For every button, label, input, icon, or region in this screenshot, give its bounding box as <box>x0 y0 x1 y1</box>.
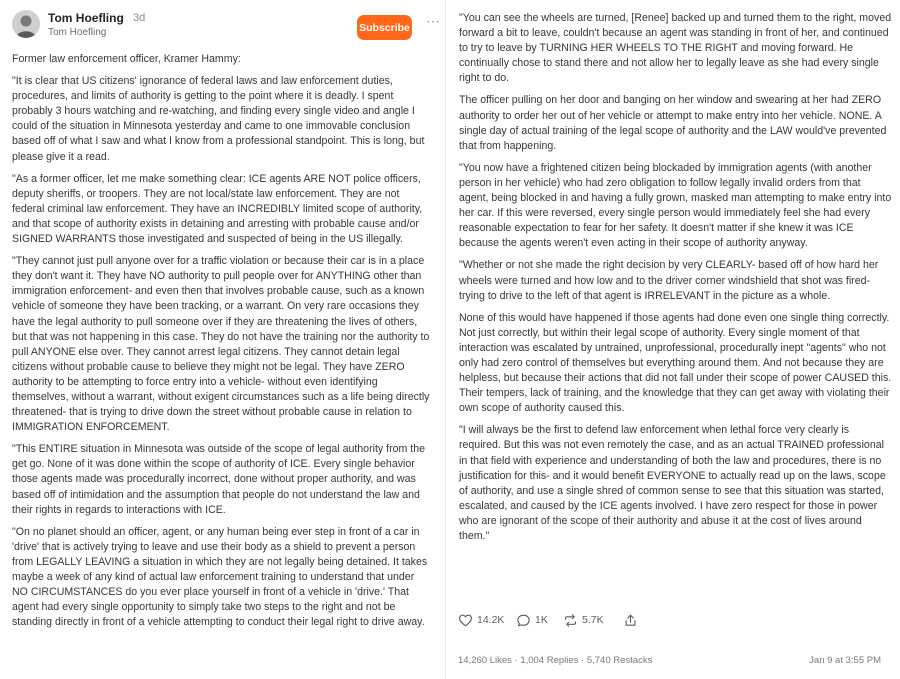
right-column <box>448 0 900 679</box>
author-name[interactable]: Tom Hoefling <box>48 11 124 25</box>
post-paragraph: "I will always be the first to defend law enforcement when lethal force very clearly is required. But this was not even remotely the case, and as an actual TRAINED professional in that field with experience and understanding of both the law and procedures, there is no justification for this- and it would benefit EVERYONE to actually read up on the laws, scope of authority, and use a single shred of common sense to see that this situation was started, escalated, and caused by the ICE agents involved. I have zero respect for those in power who are ignorant of the scope of their authority and abuse it at the cost of lives around them." <box>459 424 886 542</box>
post-time[interactable]: 3d <box>133 12 146 24</box>
post-paragraph: The officer pulling on her door and banging on her window and swearing at her had ZERO authority to order her out of her vehicle or attempt to make entry into her vehicle. NONE. A single day of actual training of the legal scope of authority and the LAW would've prevented that from happening. <box>459 94 887 152</box>
engagement-stats[interactable]: 14,260 Likes · 1,004 Replies · 5,740 Restacks <box>458 655 653 666</box>
post-paragraph: "On no planet should an officer, agent, or any human being ever step in front of a car in 'drive' that is actively trying to leave and use their body as a shield to prevent a person from LEGALLY LEAVING a situation in which they are not legally being detained. It takes maybe a week of any kind of actual law enforcement training to understand that under NO CIRCUMSTANCES do you ever place yourself in front of a vehicle in 'drive.' That agent had every single opportunity to simply take two steps to the right and not be standing directly in front of a vehicle attempting to conduct their legal right to drive away. <box>12 525 428 629</box>
post-paragraph: "You now have a frightened citizen being blockaded by immigration agents (with another person in her vehicle) who had zero obligation to follow legally invalid orders from that agent, being blocked in and having a fully grown, masked man attempting to make entry into her car. If this were reversed, every single person would immediately feel she had every reasonable expectation to fear for her safety. It doesn't matter if she knew it was ICE because the agents weren't even acting in their scope of authority anyway. <box>459 161 892 250</box>
comment-count: 1K <box>535 614 548 626</box>
post-body-left <box>12 52 433 637</box>
share-button[interactable] <box>623 610 638 630</box>
more-options-icon[interactable]: ⋯ <box>426 13 441 29</box>
comment-icon <box>516 613 531 628</box>
post-paragraph: None of this would have happened if those agents had done even one single thing correctly. Not just correctly, but within their legal scope of authority. Every single moment of that interaction was escalated by untrained, unprofessional, procedurally inept "agents" who not only had zero control of themselves but everything around them. And not because they are helpless, but because their actions that did not fall under their scope of power CAUSED this. Their tempers, lack of training, and the knowledge that they can get away with violating their own scope of authority caused this. <box>459 311 892 415</box>
like-count: 14.2K <box>477 614 505 626</box>
post-paragraph: "You can see the wheels are turned, [Renee] backed up and turned them to the right, moved forward a bit to leave, couldn't because an agent was standing in front of her, and continued to try to leave by TURNING HER WHEELS TO THE RIGHT and moving forward. He continually chose to stand there and not allow her to legally leave as she had every single right to do. <box>459 12 892 85</box>
share-icon <box>623 613 638 628</box>
post-paragraph: "It is clear that US citizens' ignorance of federal laws and law enforcement duties, procedures, and limits of authority is getting to the point where it is deadly. I spent probably 3 hours watching and re-watching, and finding every single video and angle I could of the situation in Minnesota yesterday and came to one immovable conclusion based off of what I saw and what I know from a professional standpoint. This is long, but please give it a read. <box>12 75 425 163</box>
restack-count: 5.7K <box>582 614 604 626</box>
subscribe-button[interactable]: Subscribe <box>357 15 412 40</box>
author-handle[interactable]: Tom Hoefling <box>48 27 107 38</box>
post-paragraph: "This ENTIRE situation in Minnesota was outside of the scope of legal authority from the get go. None of it was done within the scope of authority of ICE. Every single behavior those agents made was procedurally incorrect, done without proper authority, and was based off of intimidation and the assumption that people do not understand the law and their rights in regards to interactions with ICE. <box>12 443 426 516</box>
post-date[interactable]: Jan 9 at 3:55 PM <box>809 655 881 666</box>
restack-button[interactable] <box>563 610 604 630</box>
post-body-right <box>459 11 892 551</box>
post-header <box>12 10 441 42</box>
post-actions <box>458 610 758 630</box>
comment-button[interactable] <box>516 610 548 630</box>
post-paragraph: "As a former officer, let me make something clear: ICE agents ARE NOT police officers, deputy sheriffs, or troopers. They are not local/state law enforcement. They are not federal criminal law enforcement. They have an INCREDIBLY limited scope of authority, and that scope of authority exists in detaining and arresting with probable cause and/or SIGNED WARRANTS those investigated and suspected of being in the US illegally. <box>12 172 423 246</box>
restack-icon <box>563 613 578 628</box>
avatar[interactable] <box>12 10 40 38</box>
post-paragraph: Former law enforcement officer, Kramer Hammy: <box>12 53 241 65</box>
column-divider <box>445 0 446 679</box>
post-paragraph: "Whether or not she made the right decision by very CLEARLY- based off of how hard her wheels were turned and how low and to the driver corner windshield that shot was fired- trying to drive to the left of that agent is IRRELEVANT in the picture as a whole. <box>459 259 879 302</box>
post-paragraph: "They cannot just pull anyone over for a traffic violation or because their car is in a place they don't want it. They have NO authority to pull people over for ANYTHING other than immigration enforcement- and even then that involves probable cause, such as a known vehicle of someone they have been tracking, or a warrant. On very rare occasions they have the legal authority to pull someone over if they are threatening the lives of others, but that was not happening in this case. They do not have the training nor the authority to pull ANYONE else over. They cannot arrest legal citizens. They cannot detain legal citizens without probable cause to believe they might not be legal. They have ZERO authority to be attempting to force entry into a vehicle- without even identifying themselves, without a warrant, without exigent circumstances such as a life being directly threatened- that is trying to drive down the street without probable cause in relation to IMMIGRATION ENFORCEMENT. <box>12 255 430 434</box>
heart-icon <box>458 613 473 628</box>
like-button[interactable] <box>458 610 504 630</box>
left-column <box>0 0 443 679</box>
